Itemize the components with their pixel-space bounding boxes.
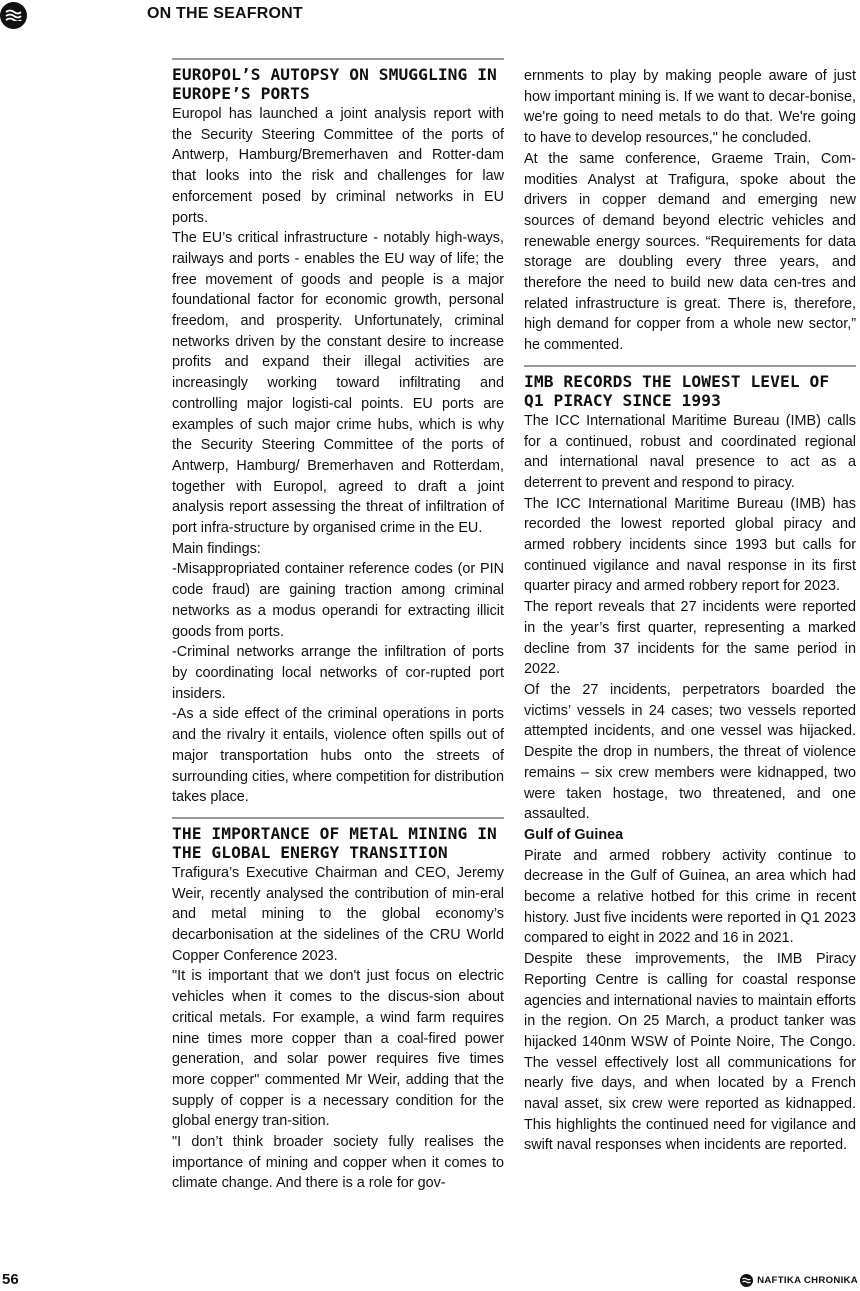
wave-logo-icon — [0, 2, 27, 29]
divider — [524, 365, 856, 367]
article-subhead: Gulf of Guinea — [524, 826, 624, 843]
article-paragraph: Pirate and armed robbery activity continue to decrease in the Gulf of Guinea, an area which had become a relative hotbed for this crime in recent history. Just five incidents were reported in Q1 2023 compared to eight in 2022 and 16 in 2021. — [524, 847, 856, 947]
right-column — [524, 66, 856, 1156]
brand-name: NAFTIKA CHRONIKA — [757, 1275, 858, 1286]
section-title: ON THE SEAFRONT — [147, 5, 303, 22]
wave-logo-icon — [740, 1274, 753, 1287]
footer-brand — [740, 1274, 858, 1287]
article-headline: THE IMPORTANCE OF METAL MINING IN THE GLOBAL ENERGY TRANSITION — [172, 823, 497, 862]
divider — [172, 817, 504, 819]
article-paragraph: -Misappropriated container reference codes (or PIN code fraud) are gaining traction among criminal networks as a modus operandi for extracting illicit goods from ports. — [172, 561, 504, 640]
article-paragraph: The report reveals that 27 incidents were reported in the year’s first quarter, representing a marked decline from 37 incidents for the same period in 2022. — [524, 599, 856, 678]
article-paragraph: Main findings: — [172, 540, 261, 557]
page-number: 56 — [2, 1271, 19, 1288]
left-column — [172, 58, 504, 1194]
article-paragraph: "It is important that we don't just focus on electric vehicles when it comes to the discus-sion about critical metals. For example, a wind farm requires nine times more copper than a coal-fired power generation, and solar power requires five times more copper" commented Mr Weir, adding that the supply of copper is a necessary condition for the global energy tran-sition. — [172, 968, 504, 1130]
article-paragraph: The ICC International Maritime Bureau (IMB) has recorded the lowest reported global piracy and armed robbery incidents since 1993 but calls for continued vigilance and naval response in its first quarter piracy and armed robbery report for 2023. — [524, 495, 856, 595]
article-paragraph: -Criminal networks arrange the infiltration of ports by coordinating local networks of cor-rupted port insiders. — [172, 644, 504, 702]
article-paragraph: Of the 27 incidents, perpetrators boarded the victims’ vessels in 24 cases; two vessels reported attempted incidents, and one vessel was hijacked. Despite the drop in numbers, the threat of violence remains – six crew members were kidnapped, two were taken hostage, two threatened, and one assaulted. — [524, 681, 856, 823]
article-paragraph: "I don’t think broader society fully realises the importance of mining and copper when it comes to climate change. And there is a role for gov- — [172, 1134, 504, 1192]
article-paragraph: At the same conference, Graeme Train, Com-modities Analyst at Trafigura, spoke about the drivers in copper demand and emerging new sources of demand beyond electric vehicles and renewable energy sources. “Requirements for data storage are doubling every three years, and therefore the need to build new data cen-tres and related infrastructure is great. There is, therefore, high demand for copper from a whole new sector,” he commented. — [524, 150, 856, 354]
article-headline: EUROPOL’S AUTOPSY ON SMUGGLING IN EUROPE’S PORTS — [172, 65, 497, 103]
article-paragraph: ernments to play by making people aware of just how important mining is. If we want to decar-bonise, we're going to need metals to do that. We're going to have to develop resources," he concluded. — [524, 68, 856, 147]
article-paragraph: -As a side effect of the criminal operations in ports and the rivalry it entails, violence often spills out of major transportation hubs onto the streets of surrounding cities, where competition for distribution takes place. — [172, 706, 504, 806]
article-paragraph: Despite these improvements, the IMB Piracy Reporting Centre is calling for coastal response agencies and international navies to maintain efforts in the region. On 25 March, a product tanker was hijacked 140nm WSW of Pointe Noire, The Congo. The vessel effectively lost all communications for nearly five days, and when located by a French naval asset, six crew were reported as kidnapped. This highlights the continued need for vigilance and swift naval responses when incidents are reported. — [524, 951, 856, 1154]
article-paragraph: Europol has launched a joint analysis report with the Security Steering Committee of the ports of Antwerp, Hamburg/Bremerhaven and Rotter-dam that looks into the risk and challenges for law enforcement posed by criminal networks in EU ports. — [172, 106, 504, 226]
article-paragraph: Trafigura’s Executive Chairman and CEO, Jeremy Weir, recently analysed the contribution of min-eral and metal mining to the global economy’s decarbonisation at the sidelines of the CRU World Copper Conference 2023. — [172, 864, 504, 964]
article-paragraph: The ICC International Maritime Bureau (IMB) calls for a continued, robust and coordinated regional and international naval presence to act as a deterrent to prevent and respond to piracy. — [524, 412, 856, 491]
divider — [172, 58, 504, 60]
article-paragraph: The EU’s critical infrastructure - notably high-ways, railways and ports - enables the EU way of life; the free movement of goods and people is a major foundational factor for economic growth, personal freedom, and prosperity. Unfortunately, criminal networks driven by the constant desire to increase profits and expand their illegal activities are increasingly working toward infiltrating and controlling major logisti-cal points. EU ports are examples of such major crime hubs, which is why the Security Steering Committee of the ports of Antwerp, Hamburg/ Bremerhaven and Rotterdam, together with Europol, agreed to draft a joint analysis report assessing the threat of infiltration of port infra-structure by organised crime in the EU. — [172, 230, 504, 537]
section-header — [0, 2, 27, 28]
article-headline: IMB RECORDS THE LOWEST LEVEL OF Q1 PIRACY SINCE 1993 — [524, 371, 830, 410]
